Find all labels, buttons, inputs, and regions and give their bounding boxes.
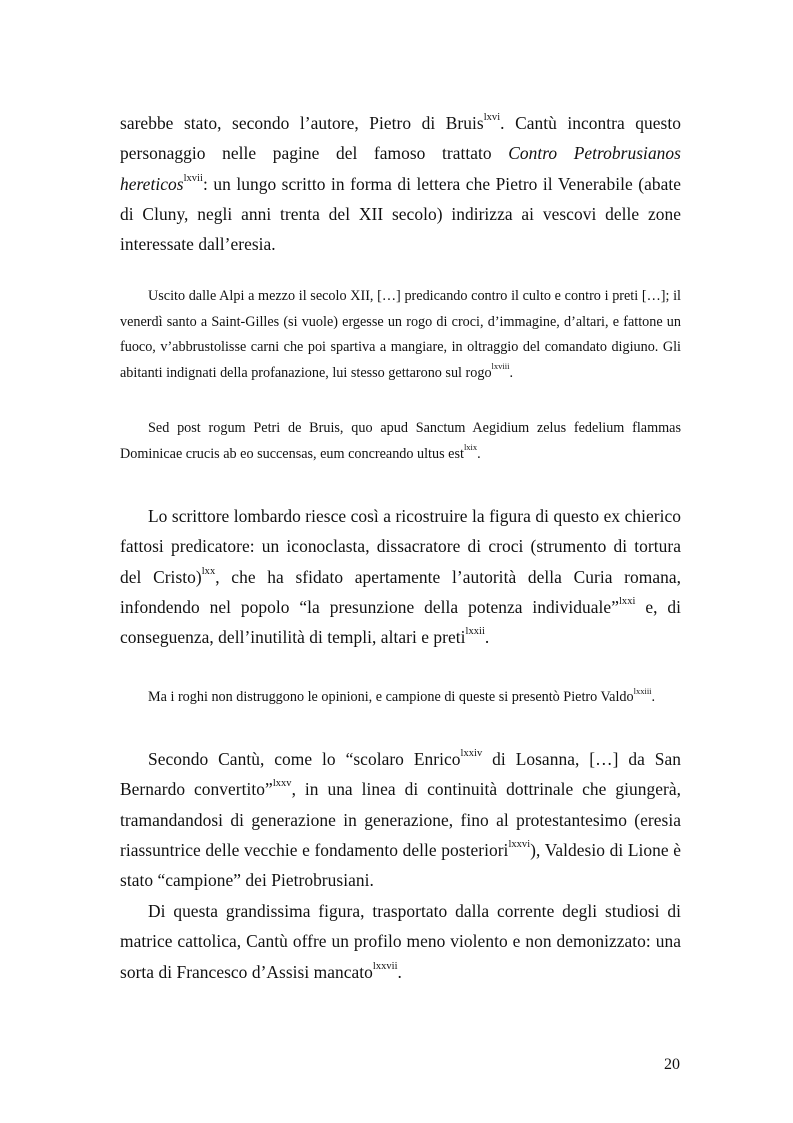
page-number: 20	[664, 1056, 680, 1073]
footnote-ref: lxxvii	[372, 960, 398, 972]
footnote-ref: lxvi	[483, 112, 501, 124]
paragraph-pietro-di-bruis: sarebbe stato, secondo l’autore, Pietro di Bruis$^{lxvi}$. Cantù incontra questo personaggio nelle pagine del famoso trattato Contro Petrobrusianos hereticos$^{lxvii}$: un lungo scritto in forma di lettera che Pietro il Venerabile (abate di Cluny, negli anni trenta del XII secolo) indirizza ai vescovi delle zone interessate dall’eresia.	[120, 112, 681, 255]
block-quote-latin: Sed post rogum Petri de Bruis, quo apud Sanctum Aegidium zelus fedelium flammas Dominicae crucis ab eo succensas, eum concreando ultus est$^{lxix}$.	[120, 420, 681, 462]
block-quote-saint-gilles: Uscito dalle Alpi a mezzo il secolo XII, […] predicando contro il culto e contro i preti […]; il venerdì santo a Saint-Gilles (si vuole) ergesse un rogo di croci, d’immagine, d’altari, e fattone un fuoco, v’abbrustolisse carni che poi spartiva a mangiare, in oltraggio del comandato digiuno. Gli abitanti indignati della profanazione, lui stesso gettarono sul rogo$^{lxviii}$.	[120, 288, 681, 381]
footnote-ref: lxxvi	[508, 839, 531, 851]
paragraph-enrico-di-losanna: Secondo Cantù, come lo “scolaro Enrico$^{lxxiv}$ di Losanna, […] da San Bernardo convertito”$^{lxxv}$, in una linea di continuità dottrinale che giungerà, tramandandosi di generazione in generazione, fino al protestantesimo (eresia riassuntrice delle vecchie e fondamento delle posteriori$^{lxxvi}$), Valdesio di Lione è stato “campione” dei Pietrobrusiani.	[120, 748, 682, 891]
italic-title: Contro Petrobrusianos hereticos	[120, 143, 681, 194]
footnote-ref: lxxiv	[460, 748, 483, 760]
footnote-ref: lxix	[463, 442, 478, 453]
footnote-ref: lxviii	[491, 361, 510, 372]
paragraph-francesco-d-assisi: Di questa grandissima figura, trasportato dalla corrente degli studiosi di matrice cattolica, Cantù offre un profilo meno violento e non demonizzato: una sorta di Francesco d’Assisi mancato$^{lxxvii}$.	[120, 901, 681, 982]
footnote-ref: lxvii	[183, 172, 203, 184]
paragraph-iconoclast: Lo scrittore lombardo riesce così a ricostruire la figura di questo ex chierico fattosi predicatore: un iconoclasta, dissacratore di croci (strumento di tortura del Cristo)$^{lxx}$, che ha sfidato apertamente l’autorità della Curia romana, infondendo nel popolo “la presunzione della potenza individuale”$^{lxxi}$ e, di conseguenza, dell’inutilità di templi, altari e preti$^{lxxii}$.	[120, 506, 682, 648]
footnote-ref: lxxv	[272, 778, 292, 790]
footnote-ref: lxxii	[465, 626, 485, 638]
footnote-ref: lxxi	[618, 596, 636, 608]
footnote-ref: lxxiii	[633, 685, 652, 696]
block-quote-pietro-valdo: Ma i roghi non distruggono le opinioni, e campione di queste si presentò Pietro Valdo$^{lxxiii}$.	[148, 685, 656, 705]
footnote-ref: lxx	[201, 565, 216, 577]
